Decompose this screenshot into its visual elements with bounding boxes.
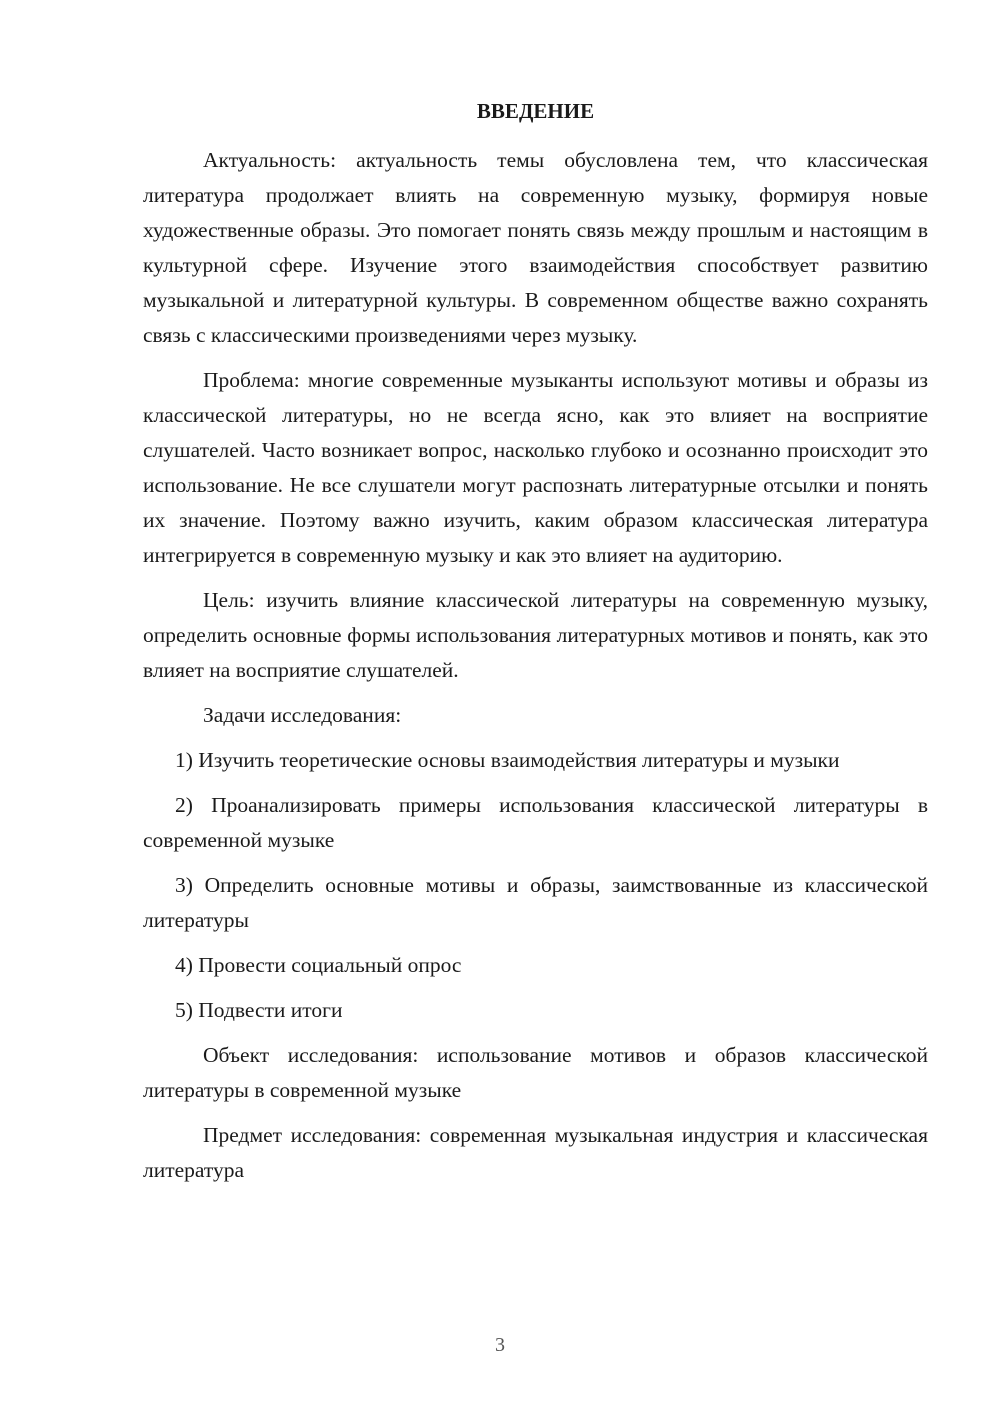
problem-paragraph: Проблема: многие современные музыканты используют мотивы и образы из классической литературы, но не всегда ясно, как это влияет на восприятие слушателей. Часто возникает вопрос, насколько глубоко и осознанно происходит это использование. Не все слушатели могут распознать литературные отсылки и понять их значение. Поэтому важно изучить, каким образом классическая литература интегрируется в современную музыку и как это влияет на аудиторию. (143, 368, 928, 567)
research-subject-paragraph: Предмет исследования: современная музыкальная индустрия и классическая литература (143, 1123, 928, 1182)
task-item-1: 1) Изучить теоретические основы взаимодействия литературы и музыки (175, 748, 840, 772)
task-item-4: 4) Провести социальный опрос (175, 953, 462, 977)
task-item-2: 2) Проанализировать примеры использования классической литературы в современной музыке (143, 793, 928, 852)
task-item-5: 5) Подвести итоги (175, 998, 343, 1022)
task-item-3: 3) Определить основные мотивы и образы, заимствованные из классической литературы (143, 873, 928, 932)
page-title: ВВЕДЕНИЕ (476, 99, 595, 123)
document-page (143, 96, 928, 1198)
research-object-paragraph: Объект исследования: использование мотивов и образов классической литературы в современной музыке (143, 1043, 928, 1102)
goal-paragraph: Цель: изучить влияние классической литературы на современную музыку, определить основные формы использования литературных мотивов и понять, как это влияет на восприятие слушателей. (143, 588, 928, 682)
page-number: 3 (495, 1334, 505, 1356)
tasks-heading: Задачи исследования: (203, 703, 402, 727)
relevance-paragraph: Актуальность: актуальность темы обусловлена тем, что классическая литература продолжает влиять на современную музыку, формируя новые художественные образы. Это помогает понять связь между прошлым и настоящим в культурной сфере. Изучение этого взаимодействия способствует развитию музыкальной и литературной культуры. В современном обществе важно сохранять связь с классическими произведениями через музыку. (143, 148, 928, 347)
